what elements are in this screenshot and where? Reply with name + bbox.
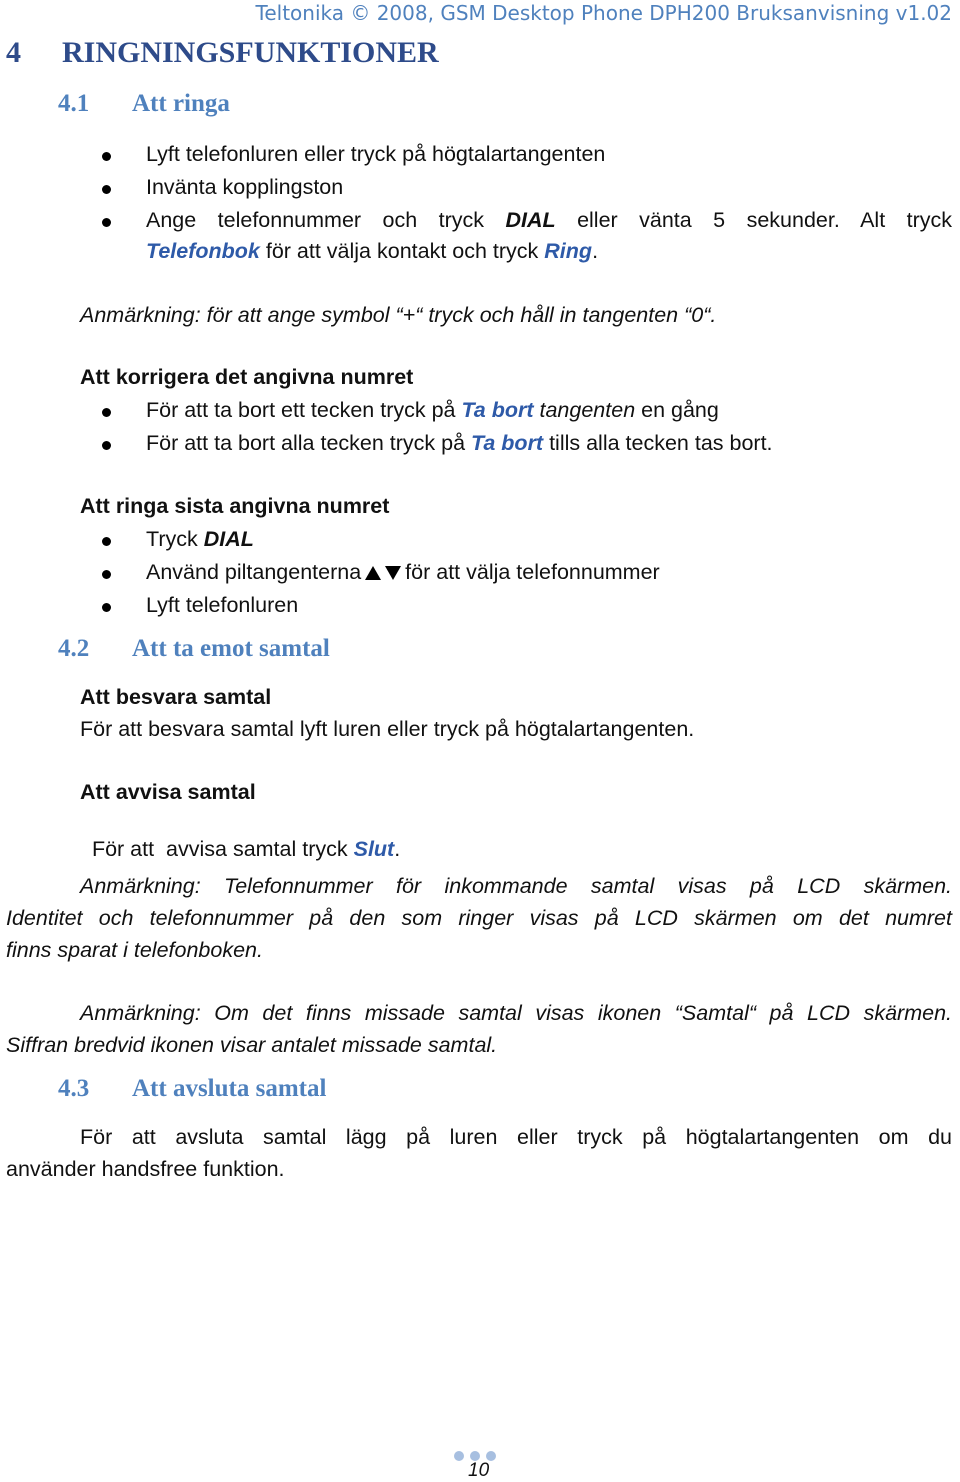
section-title: Att avsluta samtal	[132, 1075, 327, 1102]
paragraph	[80, 812, 400, 862]
chapter-title: RINGNINGSFUNKTIONER	[62, 36, 439, 69]
subheading: Att besvara samtal	[80, 685, 272, 709]
paragraph: använder handsfree funktion.	[6, 1157, 285, 1181]
page-number: 10	[468, 1460, 490, 1481]
arrow-up-icon	[365, 566, 381, 580]
text-run: tangenten	[533, 398, 636, 422]
note: Anmärkning: Om det finns missade samtal visas ikonen “Samtal“ på LCD skärmen.	[80, 1001, 952, 1025]
dial-key-label: DIAL	[505, 208, 556, 232]
note: Siffran bredvid ikonen visar antalet missade samtal.	[6, 1033, 498, 1057]
list-item	[146, 398, 719, 423]
running-header: Teltonika © 2008, GSM Desktop Phone DPH200 Bruksanvisning v1.02	[255, 1, 952, 25]
text-run: en gång	[635, 398, 719, 422]
text-run: tills alla tecken tas bort.	[543, 431, 773, 455]
bullet-icon	[102, 218, 111, 227]
list-item	[146, 527, 254, 552]
subheading: Att avvisa samtal	[80, 780, 256, 804]
bullet-icon	[102, 408, 111, 417]
text-run: .	[592, 239, 599, 263]
list-item: Lyft telefonluren eller tryck på högtalartangenten	[146, 142, 606, 166]
bullet-icon	[102, 185, 111, 194]
chapter-heading	[6, 36, 439, 70]
section-title: Att ta emot samtal	[132, 635, 330, 662]
list-item: Invänta kopplingston	[146, 175, 344, 199]
section-number: 4.1	[58, 90, 90, 117]
text-run: för att välja kontakt och tryck	[259, 239, 545, 263]
chapter-number: 4	[6, 36, 21, 69]
text-run: För att ta bort ett tecken tryck på	[146, 398, 462, 422]
paragraph: För att besvara samtal lyft luren eller tryck på högtalartangenten.	[80, 717, 695, 741]
text-run: För att ta bort alla tecken tryck på	[146, 431, 472, 455]
list-item	[146, 560, 660, 585]
ring-key-label: Ring	[544, 239, 593, 263]
bullet-icon	[102, 570, 111, 579]
section-heading-4-1	[58, 90, 230, 118]
list-item-continuation	[146, 239, 598, 264]
section-number: 4.3	[58, 1075, 90, 1102]
paragraph: För att avsluta samtal lägg på luren eller tryck på högtalartangenten om du	[80, 1125, 952, 1149]
list-item: Lyft telefonluren	[146, 593, 299, 617]
arrow-down-icon	[385, 566, 401, 580]
slut-key-label: Slut	[353, 837, 395, 861]
text-run: Tryck	[146, 527, 204, 551]
text-run: .	[394, 837, 401, 861]
note: Identitet och telefonnummer på den som ringer visas på LCD skärmen om det numret	[6, 906, 952, 930]
text-run: Använd piltangenterna	[146, 560, 362, 584]
telefonbok-key-label: Telefonbok	[146, 239, 260, 263]
bullet-icon	[102, 603, 111, 612]
text-run: För att avvisa samtal tryck	[91, 837, 354, 861]
bullet-icon	[102, 441, 111, 450]
bullet-icon	[102, 152, 111, 161]
note: Anmärkning: Telefonnummer för inkommande samtal visas på LCD skärmen.	[80, 874, 952, 898]
tabort-key-label: Ta bort	[461, 398, 534, 422]
section-title: Att ringa	[132, 90, 230, 117]
bullet-icon	[102, 537, 111, 546]
list-item	[146, 208, 952, 233]
note: finns sparat i telefonboken.	[6, 938, 263, 962]
list-item	[146, 431, 773, 456]
note: Anmärkning: för att ange symbol “+“ tryck och håll in tangenten “0“.	[80, 303, 717, 327]
text-run: Ange telefonnummer och tryck	[146, 208, 506, 232]
text-run: eller vänta 5 sekunder. Alt tryck	[555, 208, 952, 232]
dial-key-label: DIAL	[203, 527, 254, 551]
subheading: Att korrigera det angivna numret	[80, 365, 414, 389]
text-run: för att välja telefonnummer	[405, 560, 660, 584]
subheading: Att ringa sista angivna numret	[80, 494, 390, 518]
section-heading-4-3	[58, 1075, 326, 1103]
section-number: 4.2	[58, 635, 90, 662]
section-heading-4-2	[58, 635, 330, 663]
tabort-key-label: Ta bort	[471, 431, 544, 455]
